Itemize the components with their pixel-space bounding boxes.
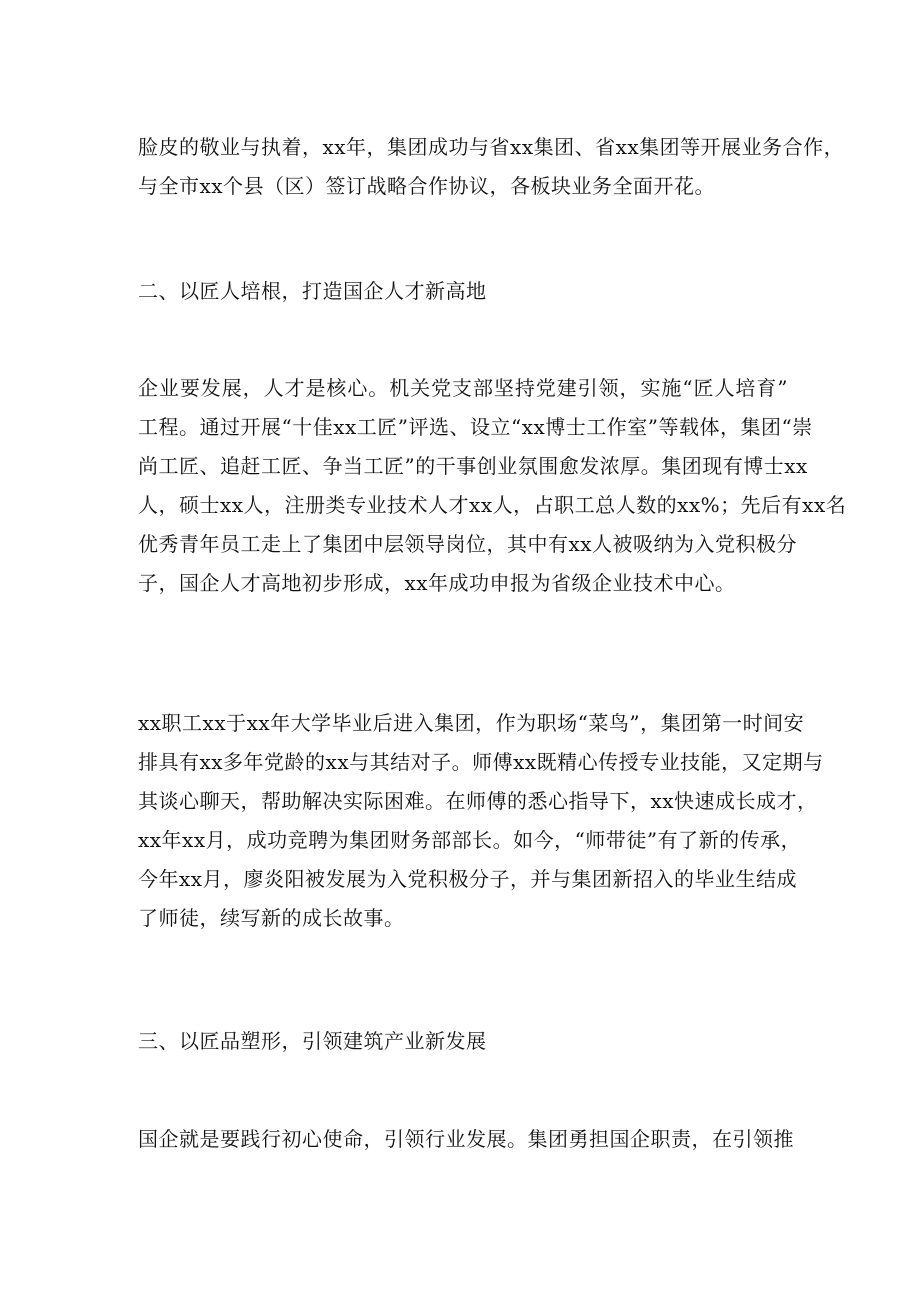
text-line: 排具有xx多年党龄的xx与其结对子。师傅xx既精心传授专业技能，又定期与 [138,750,824,774]
text-line: 脸皮的敬业与执着，xx年，集团成功与省xx集团、省xx集团等开展业务合作， [138,135,845,159]
text-line: 企业要发展，人才是核心。机关党支部坚持党建引领，实施“匠人培育” [138,376,788,400]
text-line: 尚工匠、追赶工匠、争当工匠”的干事创业氛围愈发浓厚。集团现有博士xx [138,454,808,478]
text-line: xx年xx月，成功竞聘为集团财务部部长。如今，“师带徒”有了新的传承， [138,828,802,852]
section-heading-talent [138,272,788,311]
text-line: 国企就是要践行初心使命，引领行业发展。集团勇担国企职责，在引领推 [138,1127,794,1151]
text-line: 与全市xx个县（区）签订战略合作协议，各板块业务全面开花。 [138,174,716,198]
text-line: 优秀青年员工走上了集团中层领导岗位，其中有xx人被吸纳为入党积极分 [138,532,798,556]
section-heading-quality [138,1022,788,1061]
section-heading: 二、以匠人培根，打造国企人才新高地 [138,279,487,303]
text-line: 子，国企人才高地初步形成，xx年成功申报为省级企业技术中心。 [138,571,736,595]
paragraph-continuation [138,128,845,206]
text-line: 人，硕士xx人，注册类专业技术人才xx人，占职工总人数的xx%；先后有xx名 [138,493,847,517]
text-line: 了师徒，续写新的成长故事。 [138,906,405,930]
text-line: 工程。通过开展“十佳xx工匠”评选、设立“xx博士工作室”等载体，集团“崇 [138,415,813,439]
text-line: 今年xx月，廖炎阳被发展为入党积极分子，并与集团新招入的毕业生结成 [138,867,798,891]
section-heading: 三、以匠品塑形，引领建筑产业新发展 [138,1029,487,1053]
paragraph-mentorship [138,704,824,938]
paragraph-talent-overview [138,369,847,603]
text-line: 其谈心聊天，帮助解决实际困难。在师傅的悉心指导下，xx快速成长成才， [138,789,818,813]
text-line: xx职工xx于xx年大学毕业后进入集团，作为职场“菜鸟”，集团第一时间安 [138,711,805,735]
paragraph-industry [138,1120,794,1159]
